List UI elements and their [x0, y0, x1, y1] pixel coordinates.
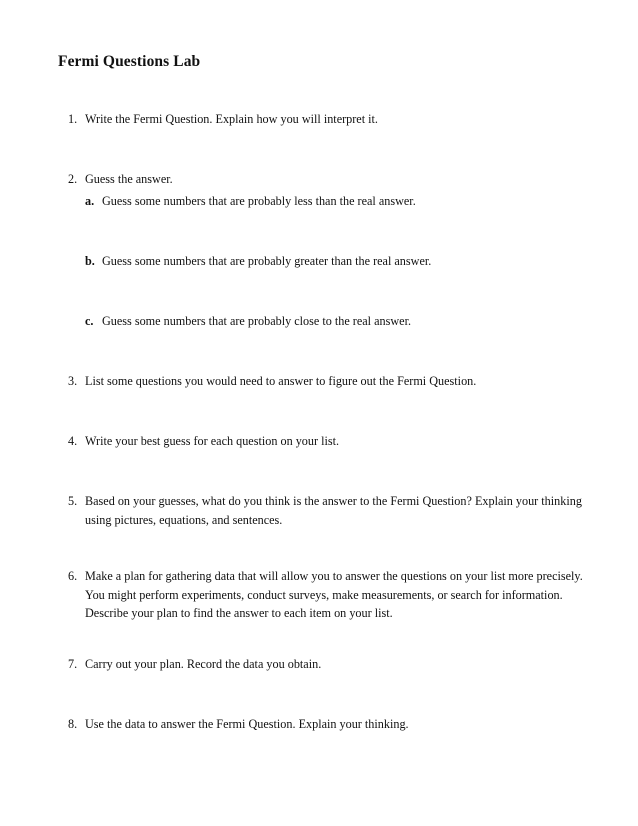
sub-item-text: Guess some numbers that are probably greater than the real answer.	[102, 254, 432, 268]
item-text: Make a plan for gathering data that will allow you to answer the questions on your list more precisely. You might perform experiments, conduct surveys, make measurements, or search for information. Describe your plan to find the answer to each item on your list.	[85, 569, 583, 620]
list-item-6	[68, 567, 584, 623]
sub-item-text: Guess some numbers that are probably close to the real answer.	[102, 314, 411, 328]
sub-item-label: c.	[85, 314, 94, 328]
sub-item-label: a.	[85, 194, 95, 208]
list-item-8	[68, 715, 584, 734]
document-title: Fermi Questions Lab	[58, 53, 201, 70]
item-text: Write your best guess for each question on your list.	[85, 434, 340, 448]
item-number: 8.	[68, 717, 78, 731]
item-text: Write the Fermi Question. Explain how you will interpret it.	[85, 112, 378, 126]
item-number: 3.	[68, 374, 78, 388]
list-item-4	[68, 432, 584, 451]
item-number: 5.	[68, 494, 78, 508]
list-item-2	[68, 170, 584, 189]
list-item-3	[68, 372, 584, 391]
list-item-7	[68, 655, 584, 674]
sub-item-label: b.	[85, 254, 95, 268]
item-text: Use the data to answer the Fermi Question. Explain your thinking.	[85, 717, 409, 731]
item-number: 6.	[68, 569, 78, 583]
item-text: Guess the answer.	[85, 172, 173, 186]
item-number: 2.	[68, 172, 78, 186]
item-text: List some questions you would need to answer to figure out the Fermi Question.	[85, 374, 477, 388]
item-number: 7.	[68, 657, 78, 671]
item-number: 4.	[68, 434, 78, 448]
item-number: 1.	[68, 112, 78, 126]
list-item-5	[68, 492, 584, 529]
item-text: Based on your guesses, what do you think is the answer to the Fermi Question? Explain your thinking using pictures, equations, and sentences.	[85, 494, 582, 527]
sub-item-text: Guess some numbers that are probably less than the real answer.	[102, 194, 416, 208]
sub-item-a	[85, 192, 585, 211]
sub-item-b	[85, 252, 585, 271]
list-item-1	[68, 110, 584, 129]
item-text: Carry out your plan. Record the data you obtain.	[85, 657, 322, 671]
sub-item-c	[85, 312, 585, 331]
